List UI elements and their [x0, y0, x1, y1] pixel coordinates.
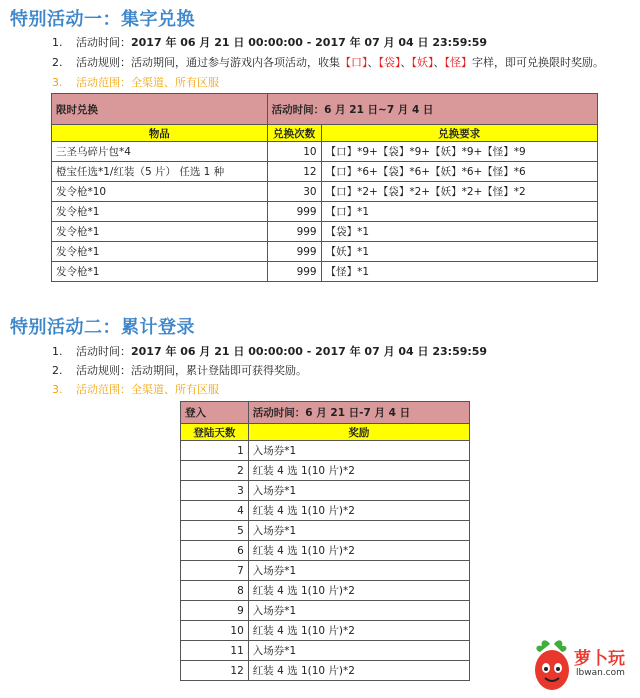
item-cell: 发令枪*1	[52, 262, 268, 282]
login-table-columns	[181, 424, 470, 441]
item-cell: 发令枪*1	[52, 222, 268, 242]
login-table-header-left: 登入	[181, 402, 249, 424]
reward-cell: 入场券*1	[248, 641, 469, 661]
count-cell: 999	[267, 202, 321, 222]
table-row	[181, 621, 470, 641]
table-row	[52, 262, 598, 282]
table-row	[181, 441, 470, 461]
table-row	[181, 521, 470, 541]
watermark-brand: 萝卜玩	[574, 649, 625, 669]
watermark-url: lbwan.com	[576, 668, 625, 678]
reward-cell: 入场券*1	[248, 521, 469, 541]
exchange-table-header-right: 活动时间：6 月 21 日~7 月 4 日	[267, 94, 597, 125]
section1-rule-desc: 2. 活动规则：活动期间，通过参与游戏内各项活动，收集【口】、【袋】、【妖】、【怪】字样，即可兑换限时奖励。	[52, 56, 604, 69]
day-cell: 8	[181, 581, 249, 601]
reward-cell: 红装 4 选 1(10 片)*2	[248, 661, 469, 681]
login-table-header-right: 活动时间：6 月 21 日-7 月 4 日	[248, 402, 469, 424]
table-row	[181, 601, 470, 621]
day-cell: 12	[181, 661, 249, 681]
day-cell: 6	[181, 541, 249, 561]
day-cell: 3	[181, 481, 249, 501]
column-header: 登陆天数	[181, 424, 249, 441]
reward-cell: 红装 4 选 1(10 片)*2	[248, 541, 469, 561]
column-header: 兑换要求	[321, 125, 597, 142]
requirement-cell: 【口】*2+【袋】*2+【妖】*2+【怪】*2	[321, 182, 597, 202]
table-row	[181, 541, 470, 561]
section1-rule-time: 1. 活动时间：2017 年 06 月 21 日 00:00:00 - 2017 年 07 月 04 日 23:59:59	[52, 36, 488, 49]
section1-rule-scope: 3. 活动范围：全渠道、所有区服	[52, 76, 219, 89]
reward-cell: 红装 4 选 1(10 片)*2	[248, 461, 469, 481]
section2-rule-desc: 2. 活动规则：活动期间，累计登陆即可获得奖励。	[52, 364, 307, 377]
count-cell: 12	[267, 162, 321, 182]
day-cell: 5	[181, 521, 249, 541]
watermark-logo	[532, 638, 636, 694]
column-header: 物品	[52, 125, 268, 142]
day-cell: 4	[181, 501, 249, 521]
reward-cell: 入场券*1	[248, 441, 469, 461]
reward-cell: 入场券*1	[248, 481, 469, 501]
reward-cell: 红装 4 选 1(10 片)*2	[248, 501, 469, 521]
day-cell: 11	[181, 641, 249, 661]
day-cell: 2	[181, 461, 249, 481]
requirement-cell: 【袋】*1	[321, 222, 597, 242]
exchange-table-header	[52, 94, 598, 125]
day-cell: 7	[181, 561, 249, 581]
section2-rule-scope: 3. 活动范围：全渠道、所有区服	[52, 383, 219, 396]
table-row	[52, 222, 598, 242]
count-cell: 30	[267, 182, 321, 202]
count-cell: 999	[267, 262, 321, 282]
table-row	[181, 481, 470, 501]
exchange-table-columns	[52, 125, 598, 142]
reward-cell: 红装 4 选 1(10 片)*2	[248, 621, 469, 641]
table-row	[181, 501, 470, 521]
table-row	[181, 661, 470, 681]
table-row	[52, 242, 598, 262]
day-cell: 10	[181, 621, 249, 641]
reward-cell: 入场券*1	[248, 561, 469, 581]
requirement-cell: 【口】*6+【袋】*6+【妖】*6+【怪】*6	[321, 162, 597, 182]
requirement-cell: 【口】*9+【袋】*9+【妖】*9+【怪】*9	[321, 142, 597, 162]
count-cell: 999	[267, 242, 321, 262]
table-row	[181, 461, 470, 481]
exchange-table-header-left: 限时兑换	[52, 94, 268, 125]
item-cell: 发令枪*10	[52, 182, 268, 202]
table-row	[52, 162, 598, 182]
column-header: 奖励	[248, 424, 469, 441]
table-row	[52, 182, 598, 202]
exchange-table	[51, 93, 598, 282]
section2-title: 特别活动二：累计登录	[10, 317, 195, 338]
reward-cell: 红装 4 选 1(10 片)*2	[248, 581, 469, 601]
reward-cell: 入场券*1	[248, 601, 469, 621]
login-table-header	[181, 402, 470, 424]
count-cell: 10	[267, 142, 321, 162]
day-cell: 1	[181, 441, 249, 461]
section1-title: 特别活动一：集字兑换	[10, 9, 195, 30]
count-cell: 999	[267, 222, 321, 242]
table-row	[52, 142, 598, 162]
table-row	[181, 561, 470, 581]
login-table	[180, 401, 470, 681]
item-cell: 发令枪*1	[52, 242, 268, 262]
item-cell: 发令枪*1	[52, 202, 268, 222]
item-cell: 橙宝任选*1/红装（5 片） 任选 1 种	[52, 162, 268, 182]
requirement-cell: 【口】*1	[321, 202, 597, 222]
day-cell: 9	[181, 601, 249, 621]
requirement-cell: 【妖】*1	[321, 242, 597, 262]
table-row	[181, 581, 470, 601]
item-cell: 三圣乌碎片包*4	[52, 142, 268, 162]
requirement-cell: 【怪】*1	[321, 262, 597, 282]
section2-rule-time: 1. 活动时间：2017 年 06 月 21 日 00:00:00 - 2017 年 07 月 04 日 23:59:59	[52, 345, 488, 358]
table-row	[52, 202, 598, 222]
table-row	[181, 641, 470, 661]
column-header: 兑换次数	[267, 125, 321, 142]
